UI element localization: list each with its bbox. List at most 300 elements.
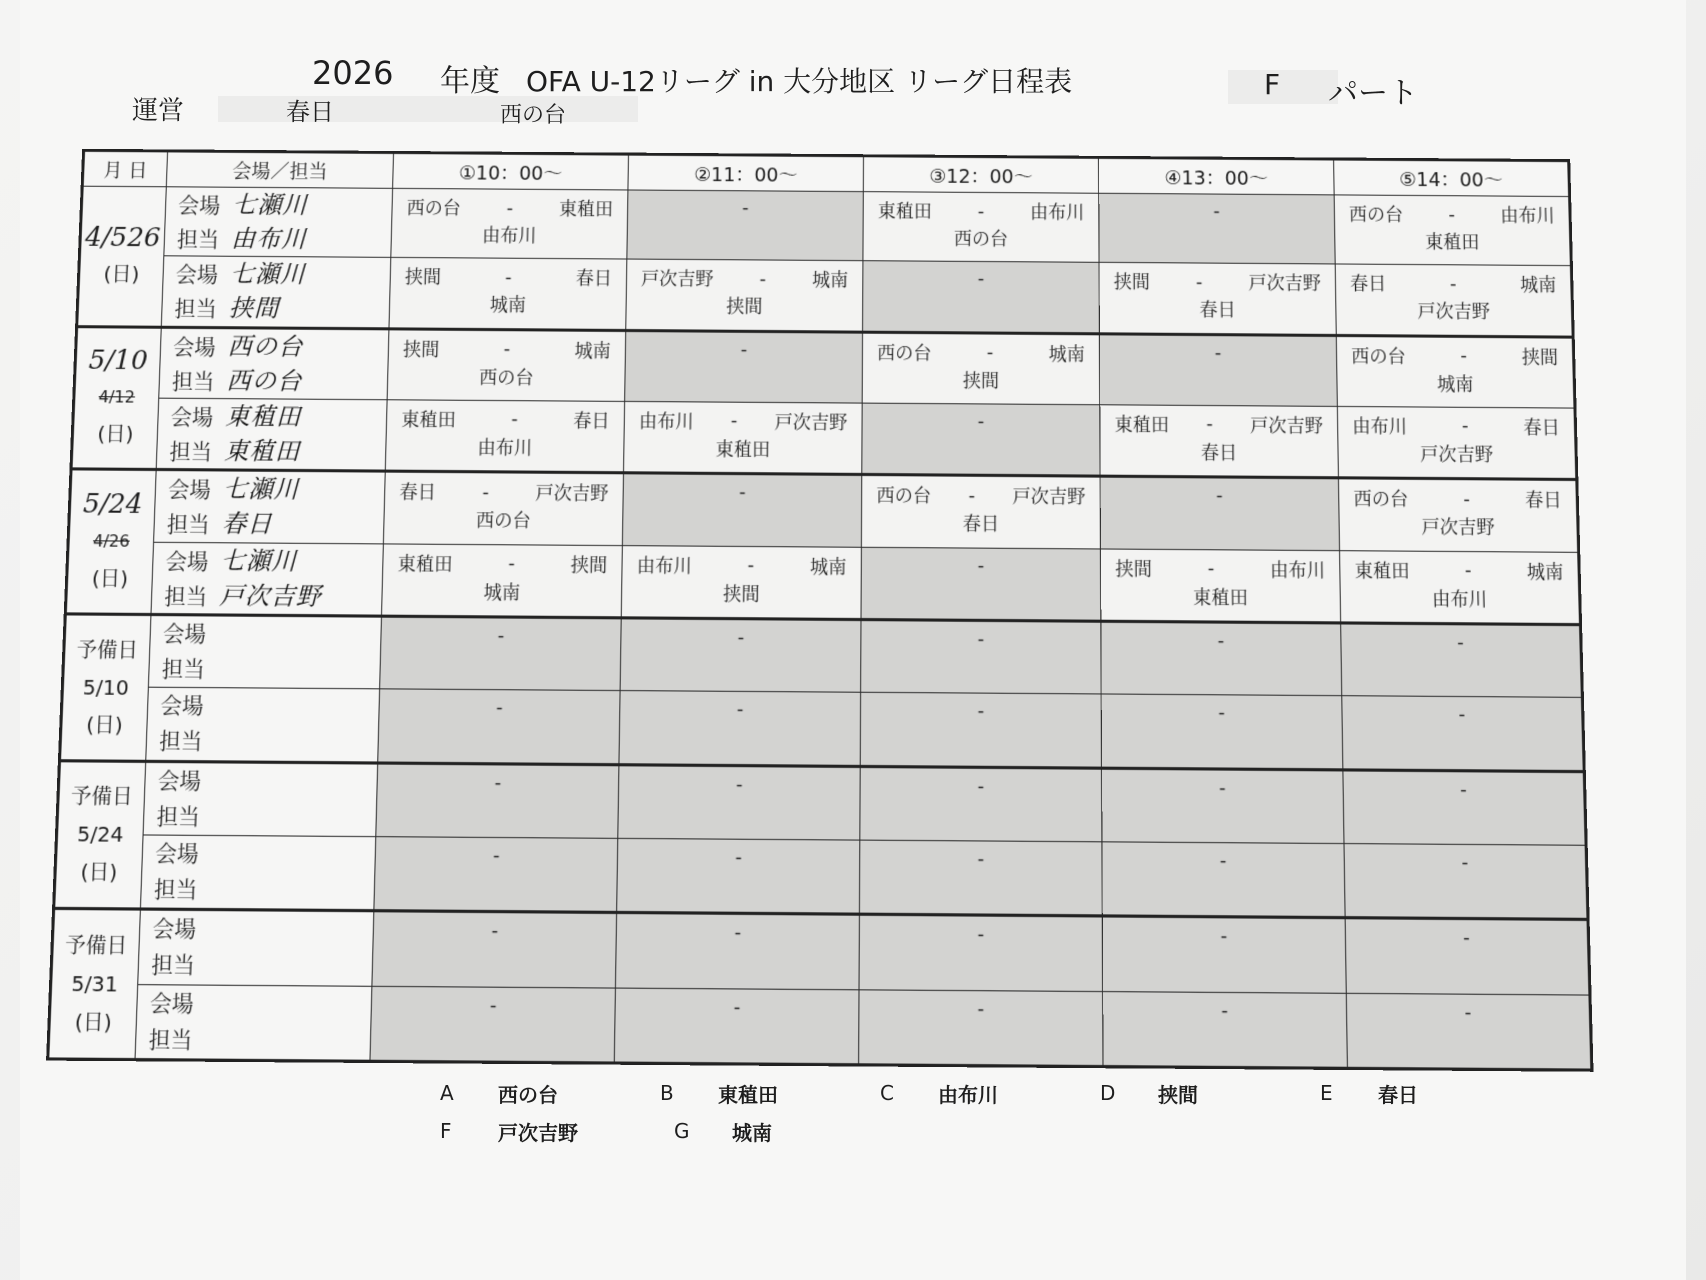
venue-label: 会場 (167, 477, 212, 503)
staff-label: 担当 (176, 227, 220, 252)
venue-label: 会場 (170, 404, 214, 430)
match-teams (1100, 263, 1336, 297)
schedule-table-wrapper (46, 149, 1593, 1072)
dash-mark: - (977, 700, 985, 723)
operator-label: 運営 (132, 96, 185, 126)
staff-handwritten: 戸次吉野 (218, 581, 322, 611)
dash-mark: - (497, 624, 505, 647)
away-team: 戸次吉野 (1012, 486, 1086, 509)
home-team: 挟間 (404, 267, 442, 289)
match-teams (1335, 195, 1569, 229)
match-teams (392, 189, 627, 223)
dash-mark: - (977, 628, 985, 650)
referee-team: 戸次吉野 (1421, 517, 1495, 540)
match-cell (1338, 478, 1578, 552)
match-cell-empty (620, 618, 861, 693)
match-cell (862, 332, 1100, 405)
legend-key: B (660, 1081, 674, 1105)
home-team: 春日 (1349, 273, 1387, 296)
venue-staff-cell (156, 398, 387, 471)
dash-mark: - (1213, 200, 1220, 222)
match-cell (626, 259, 863, 331)
match-cell-empty (378, 689, 620, 764)
venue-staff-cell (138, 909, 374, 986)
venue-row (166, 187, 393, 223)
versus-dash: - (1461, 415, 1469, 437)
match-cell-empty (618, 764, 860, 840)
legend-team: 由布川 (938, 1082, 998, 1107)
away-team: 城南 (1519, 275, 1557, 297)
legend-item (440, 1079, 660, 1108)
staff-row (141, 871, 374, 909)
match-cell (621, 545, 861, 619)
away-team: 挟間 (570, 554, 608, 577)
reserve-label: 予備日 (70, 783, 134, 810)
referee-team: 由布川 (481, 225, 537, 247)
legend-key: A (440, 1081, 454, 1105)
table-row-reserve (60, 687, 1585, 771)
referee-team: 城南 (489, 295, 527, 317)
match-cell-empty (1342, 696, 1585, 771)
match-teams (385, 473, 623, 507)
match-cell (389, 258, 627, 330)
away-team: 城南 (574, 340, 611, 362)
venue-row (155, 471, 384, 507)
match-cell (385, 400, 624, 473)
table-row-reserve (54, 834, 1588, 919)
dash-mark: - (977, 997, 985, 1020)
match-cell-empty (1100, 476, 1339, 550)
home-team: 東稙田 (400, 409, 457, 432)
legend-key: C (880, 1081, 894, 1105)
dash-mark: - (739, 481, 746, 504)
match-teams (1100, 405, 1337, 439)
staff-row (146, 723, 378, 760)
dash-mark: - (492, 844, 500, 867)
header-venue-staff: 会場／担当 (166, 151, 393, 188)
dash-mark: - (1458, 703, 1466, 726)
match-teams (862, 476, 1100, 510)
legend-item (674, 1117, 908, 1146)
venue-staff-cell (159, 327, 389, 400)
referee-team: 春日 (1199, 300, 1236, 322)
referee-team: 東稙田 (1425, 232, 1480, 254)
venue-label: 会場 (175, 262, 219, 288)
referee-team: 東稙田 (715, 439, 771, 462)
versus-dash: - (1195, 271, 1203, 293)
team-legend (440, 1074, 1540, 1150)
legend-key: F (440, 1119, 452, 1143)
dash-mark: - (977, 774, 985, 797)
venue-handwritten: 西の台 (227, 331, 304, 361)
match-cell (1337, 406, 1576, 479)
match-teams (387, 400, 624, 434)
staff-label: 担当 (150, 952, 196, 979)
round-date-handwritten: 4/526 (84, 222, 161, 254)
dash-mark: - (489, 993, 497, 1017)
table-row (65, 541, 1580, 624)
round-weekday: (日) (91, 566, 129, 592)
match-teams (627, 260, 863, 294)
match-teams (864, 192, 1099, 226)
staff-label: 担当 (161, 656, 206, 682)
venue-handwritten: 七瀬川 (229, 260, 306, 289)
header-slot-2: ②11：00～ (628, 154, 864, 191)
versus-dash: - (1449, 273, 1457, 295)
staff-handwritten: 由布川 (230, 224, 307, 254)
dash-mark: - (977, 554, 985, 577)
away-team: 東稙田 (558, 198, 614, 221)
match-cell-empty (859, 914, 1103, 991)
home-team: 由布川 (1352, 416, 1408, 438)
reserve-label: 予備日 (64, 932, 128, 959)
versus-dash: - (759, 268, 767, 290)
venue-staff-cell (146, 687, 380, 762)
reserve-date: 5/10 (82, 674, 130, 700)
round-date-cell (77, 186, 167, 327)
legend-item (880, 1079, 1100, 1108)
referee-team: 東稙田 (1192, 586, 1249, 609)
referee-team: 西の台 (475, 510, 531, 533)
staff-label: 担当 (156, 803, 201, 830)
referee-team: 城南 (483, 581, 521, 604)
versus-dash: - (1448, 203, 1456, 225)
match-cell (387, 329, 626, 402)
match-cell (1336, 335, 1575, 408)
match-cell (1100, 405, 1339, 478)
reserve-date: 5/31 (70, 970, 119, 997)
staff-label: 担当 (163, 583, 208, 609)
staff-row (164, 221, 391, 257)
match-cell-empty (614, 988, 859, 1065)
round-date-handwritten: 5/24 (82, 489, 143, 521)
schedule-table (46, 149, 1593, 1072)
legend-team: 西の台 (498, 1082, 558, 1107)
header-date: 月 日 (82, 150, 167, 186)
match-cell (1334, 195, 1571, 266)
home-team: 由布川 (636, 555, 692, 578)
referee-team: 春日 (962, 513, 1000, 536)
venue-row (150, 616, 381, 653)
venue-row (153, 542, 383, 579)
match-cell-empty (859, 989, 1103, 1066)
home-team: 西の台 (1353, 488, 1409, 511)
header-slot-3: ③12：00～ (863, 156, 1098, 194)
referee-team: 城南 (1436, 373, 1474, 396)
versus-dash: - (1206, 413, 1214, 436)
away-team: 春日 (575, 268, 613, 290)
match-cell (1100, 549, 1340, 623)
match-cell (381, 544, 622, 618)
versus-dash: - (1463, 488, 1471, 510)
home-team: 東稙田 (1114, 414, 1170, 437)
referee-team: 西の台 (953, 228, 1009, 251)
legend-item (1320, 1079, 1540, 1108)
reserve-date: 5/24 (76, 821, 124, 848)
match-teams (389, 330, 626, 364)
staff-label: 担当 (148, 1026, 193, 1053)
referee-team: 挟間 (722, 583, 760, 606)
match-teams (625, 402, 862, 436)
venue-row (142, 835, 375, 873)
match-cell (1335, 264, 1573, 336)
staff-row (162, 291, 390, 327)
match-cell (391, 188, 628, 259)
venue-handwritten: 東稙田 (224, 402, 302, 432)
dash-mark: - (494, 771, 502, 794)
home-team: 東稙田 (877, 201, 932, 223)
season-year: 2026 (312, 54, 394, 92)
match-cell-empty (861, 547, 1101, 621)
referee-team: 挟間 (962, 370, 1000, 393)
match-cell (383, 471, 623, 545)
operator-team-1: 春日 (286, 98, 334, 126)
legend-item (660, 1079, 880, 1108)
dash-mark: - (736, 698, 744, 721)
versus-dash: - (730, 410, 738, 432)
venue-row (148, 688, 379, 725)
reserve-weekday: (日) (74, 1009, 113, 1036)
venue-staff-cell (143, 761, 378, 837)
dash-mark: - (1456, 631, 1464, 654)
match-cell-empty (625, 330, 863, 403)
match-cell-empty (1101, 694, 1343, 769)
match-cell (623, 401, 862, 474)
legend-key: E (1320, 1081, 1333, 1105)
referee-team: 春日 (1200, 442, 1238, 465)
match-teams (863, 333, 1099, 367)
legend-team: 城南 (732, 1120, 772, 1145)
header-slot-5: ⑤14：00～ (1334, 159, 1570, 197)
match-cell-empty (1344, 844, 1588, 920)
venue-label: 会場 (152, 916, 197, 943)
away-team: 城南 (1048, 343, 1085, 366)
away-team: 春日 (573, 410, 610, 433)
staff-row (152, 577, 382, 614)
staff-row (159, 363, 387, 399)
dash-mark: - (495, 696, 504, 719)
match-cell-empty (617, 838, 860, 914)
match-cell-empty (1343, 770, 1586, 846)
round-date-cell (71, 326, 161, 469)
match-teams (1338, 407, 1574, 441)
dash-mark: - (1462, 926, 1471, 950)
home-team: 西の台 (1348, 204, 1404, 226)
home-team: 挟間 (1115, 558, 1153, 581)
home-team: 春日 (399, 482, 437, 505)
match-cell-empty (1099, 333, 1337, 406)
table-row-reserve (62, 614, 1582, 698)
dash-mark: - (734, 921, 742, 944)
match-cell-empty (380, 616, 622, 691)
table-row (74, 326, 1575, 408)
home-team: 挟間 (1113, 272, 1151, 294)
match-teams (1337, 337, 1573, 371)
match-cell (861, 475, 1100, 549)
match-cell-empty (863, 261, 1100, 333)
versus-dash: - (503, 338, 511, 360)
referee-team: 戸次吉野 (1419, 444, 1494, 467)
staff-label: 担当 (171, 368, 215, 394)
legend-item (440, 1117, 674, 1146)
away-team: 戸次吉野 (535, 483, 609, 506)
referee-team: 戸次吉野 (1417, 301, 1491, 324)
versus-dash: - (1207, 557, 1215, 580)
home-team: 由布川 (638, 411, 694, 433)
match-cell-empty (615, 913, 859, 990)
table-row-reserve (51, 909, 1590, 995)
dash-mark: - (1218, 701, 1226, 724)
away-team: 城南 (1526, 561, 1564, 584)
match-cell-empty (1101, 621, 1342, 696)
venue-row (163, 257, 390, 293)
venue-staff-cell (148, 614, 381, 689)
shaded-field (1228, 70, 1338, 104)
dash-mark: - (737, 626, 745, 649)
match-cell (1340, 550, 1581, 624)
round-weekday: (日) (96, 422, 134, 447)
match-cell-empty (374, 837, 618, 913)
referee-team: 挟間 (726, 296, 763, 319)
staff-label: 担当 (169, 439, 213, 465)
dash-mark: - (977, 268, 985, 290)
away-team: 由布川 (1500, 205, 1555, 227)
staff-row (138, 947, 372, 985)
dash-mark: - (1220, 925, 1228, 948)
venue-label: 会場 (177, 193, 221, 218)
match-teams (622, 546, 861, 581)
versus-dash: - (482, 481, 490, 503)
away-team: 城南 (811, 270, 849, 292)
dash-mark: - (977, 410, 985, 432)
match-teams (383, 544, 622, 579)
dash-mark: - (977, 923, 985, 946)
venue-row (161, 328, 389, 364)
away-team: 戸次吉野 (1248, 273, 1322, 295)
match-cell-empty (1102, 916, 1346, 993)
legend-key: D (1100, 1081, 1116, 1105)
match-cell-empty (859, 840, 1102, 916)
home-team: 挟間 (402, 339, 440, 361)
away-team: 由布川 (1269, 559, 1326, 582)
home-team: 東稙田 (1354, 560, 1410, 583)
match-cell-empty (1102, 842, 1345, 918)
staff-label: 担当 (166, 512, 210, 538)
match-teams (1340, 551, 1578, 586)
away-team: 由布川 (1030, 202, 1085, 224)
venue-label: 会場 (157, 767, 202, 794)
versus-dash: - (1460, 345, 1468, 367)
versus-dash: - (511, 408, 519, 431)
match-teams (1336, 265, 1571, 299)
referee-team: 由布川 (1431, 588, 1488, 611)
staff-handwritten: 春日 (221, 509, 274, 539)
match-cell-empty (372, 911, 617, 988)
venue-handwritten: 七瀬川 (222, 474, 300, 505)
venue-row (145, 763, 377, 800)
round-date-struck: 4/12 (98, 387, 136, 408)
away-team: 春日 (1523, 417, 1561, 440)
venue-label: 会場 (172, 334, 216, 360)
staff-row (157, 433, 386, 469)
venue-row (140, 911, 374, 949)
dash-mark: - (1459, 778, 1467, 801)
part-label: パート (1328, 76, 1418, 111)
venue-row (158, 399, 387, 435)
staff-label: 担当 (153, 876, 198, 903)
dash-mark: - (977, 847, 985, 870)
match-cell-empty (1103, 991, 1348, 1068)
venue-staff-cell (154, 470, 386, 544)
round-date-struck: 4/26 (92, 531, 131, 552)
table-row (68, 469, 1578, 552)
venue-label: 会場 (162, 621, 207, 647)
venue-staff-cell (135, 984, 372, 1061)
away-team: 城南 (809, 556, 847, 579)
away-team: 挟間 (1521, 347, 1559, 369)
staff-row (136, 1021, 371, 1059)
round-date-handwritten: 5/10 (88, 345, 149, 377)
venue-label: 会場 (160, 693, 204, 719)
table-row-reserve (48, 984, 1592, 1071)
home-team: 西の台 (876, 485, 932, 508)
dash-mark: - (1221, 998, 1229, 1022)
reserve-date-cell (60, 614, 151, 761)
staff-row (144, 798, 377, 835)
reserve-weekday: (日) (85, 712, 124, 738)
versus-dash: - (1464, 559, 1472, 582)
referee-team: 由布川 (477, 437, 533, 460)
match-cell (1099, 263, 1336, 335)
legend-row (440, 1112, 1540, 1150)
dash-mark: - (1218, 776, 1226, 799)
match-cell-empty (860, 766, 1102, 842)
dash-mark: - (742, 197, 749, 219)
match-teams (1339, 480, 1576, 514)
page-title: OFA U-12リーグ in 大分地区 リーグ日程表 (526, 65, 1073, 98)
home-team: 西の台 (877, 342, 932, 365)
match-cell-empty (619, 691, 861, 766)
home-team: 東稙田 (397, 553, 453, 576)
match-cell-empty (622, 473, 861, 547)
header-slot-1: ①10：00～ (393, 152, 629, 189)
staff-handwritten: 東稙田 (223, 436, 301, 466)
table-row (77, 256, 1574, 337)
match-cell-empty (1341, 623, 1583, 698)
venue-label: 会場 (165, 548, 209, 574)
versus-dash: - (986, 341, 994, 364)
match-cell-empty (376, 763, 619, 839)
dash-mark: - (1219, 849, 1227, 872)
staff-handwritten: 挟間 (228, 294, 280, 323)
dash-mark: - (1461, 851, 1469, 874)
reserve-date-cell (48, 909, 141, 1060)
away-team: 戸次吉野 (774, 412, 848, 435)
versus-dash: - (747, 554, 755, 577)
round-date-cell (65, 469, 156, 614)
match-cell-empty (861, 620, 1102, 695)
versus-dash: - (977, 200, 985, 222)
staff-handwritten: 西の台 (226, 366, 303, 396)
dash-mark: - (733, 995, 741, 1018)
legend-key: G (674, 1119, 690, 1143)
versus-dash: - (504, 266, 512, 288)
match-teams (390, 258, 626, 292)
venue-label: 会場 (154, 840, 199, 867)
dash-mark: - (735, 846, 743, 869)
reserve-label: 予備日 (76, 637, 139, 663)
venue-handwritten: 七瀬川 (231, 190, 308, 220)
